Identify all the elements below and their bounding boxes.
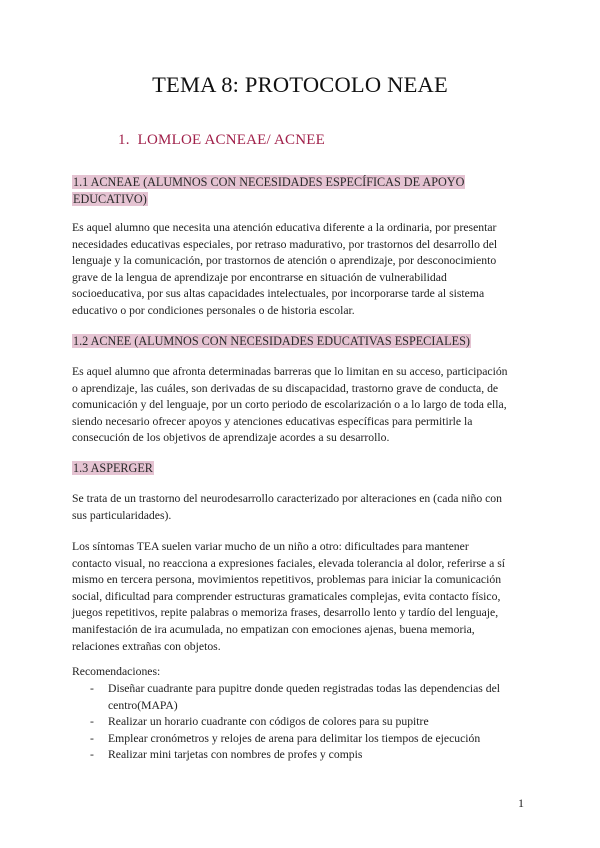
list-item: [90, 747, 530, 764]
paragraph-line: educativo o por condiciones personales o de historia escolar.: [72, 303, 355, 317]
paragraph-line: juegos repetitivos, repite palabras o memoriza frases, desarrollo lento y tardío del lenguaje,: [72, 606, 499, 620]
subheading-acneae-line1: 1.1 ACNEAE (ALUMNOS CON NECESIDADES ESPECÍFICAS DE APOYO: [73, 175, 465, 189]
paragraph-line: mismo en tercera persona, movimientos repetitivos, problemas para iniciar la comunicación: [72, 573, 502, 587]
list-bullet: -: [90, 748, 94, 762]
subheading-acneae-line2: EDUCATIVO): [73, 191, 147, 206]
subheading-acnee-text: 1.2 ACNEE (ALUMNOS CON NECESIDADES EDUCATIVAS ESPECIALES): [73, 334, 470, 348]
paragraph-line: relaciones extrañas con objetos.: [72, 639, 221, 653]
list-item: [90, 681, 530, 714]
list-bullet: -: [90, 715, 94, 729]
paragraph-line: consecución de los objetivos de aprendizaje acordes a su desarrollo.: [72, 431, 390, 445]
section-heading-lomloe: [118, 132, 325, 149]
paragraph-line: o aprendizaje, las cuáles, son derivadas de su discapacidad, trastorno grave de conducta, de: [72, 381, 499, 395]
paragraph-line: contacto visual, no reacciona a expresiones faciales, elevada tolerancia al dolor, referirse a sí: [72, 556, 506, 570]
recommendations-list: [90, 681, 530, 764]
paragraph-acneae: [72, 220, 532, 320]
list-item: [90, 731, 530, 748]
paragraph-acnee: [72, 364, 532, 447]
page-number: 1: [518, 796, 524, 810]
paragraph-line: Los síntomas TEA suelen variar mucho de un niño a otro: dificultades para mantener: [72, 540, 469, 553]
paragraph-line: necesidades educativas especiales, por retraso madurativo, por trastornos del desarrollo del: [72, 237, 498, 251]
paragraph-line: manifestación de ira acumulada, no empatizan con emociones ajenas, buena memoria,: [72, 622, 475, 636]
list-item-text: Realizar mini tarjetas con nombres de profes y compis: [108, 748, 363, 762]
paragraph-line: grave de la lengua de aprendizaje por encontrarse en situación de vulnerabilidad: [72, 270, 447, 284]
paragraph-line: siendo necesario ofrecer apoyos y atenciones educativas específicas para permitirle la: [72, 414, 473, 428]
paragraph-asperger-intro: [72, 491, 532, 524]
list-item-text: Emplear cronómetros y relojes de arena para delimitar los tiempos de ejecución: [108, 731, 481, 745]
paragraph-line: Es aquel alumno que afronta determinadas barreras que lo limitan en su acceso, participación: [72, 365, 508, 378]
paragraph-line: lenguaje y la comunicación, por trastornos de atención o aprendizaje, por desconocimiento: [72, 254, 497, 268]
subheading-asperger-text: 1.3 ASPERGER: [73, 461, 153, 475]
list-item-text: Realizar un horario cuadrante con códigos de colores para su pupitre: [108, 715, 429, 729]
list-item-text: Diseñar cuadrante para pupitre donde queden registradas todas las dependencias del: [108, 682, 501, 695]
paragraph-line: comunicación y del lenguaje, por un corto periodo de escolarización o a lo largo de toda ella,: [72, 398, 507, 412]
paragraph-line: sus particularidades).: [72, 508, 172, 522]
list-item-text-cont: centro(MAPA): [108, 698, 178, 712]
paragraph-asperger-symptoms: [72, 539, 532, 655]
subheading-acnee: [72, 333, 471, 350]
document-title: TEMA 8: PROTOCOLO NEAE: [152, 72, 448, 97]
paragraph-line: socioeducativa, por sus altas capacidades intelectuales, por incorporarse tarde al sistema: [72, 287, 485, 301]
subheading-asperger: [72, 460, 154, 477]
paragraph-line: Es aquel alumno que necesita una atención educativa diferente a la ordinaria, por presentar: [72, 221, 497, 234]
section-number: 1.: [118, 132, 130, 148]
list-bullet: -: [90, 731, 94, 745]
paragraph-line: social, dificultad para comprender estructuras gramaticales complejas, evita contacto físico,: [72, 589, 501, 603]
list-item: [90, 714, 530, 731]
subheading-acneae: [72, 174, 465, 207]
section-label: LOMLOE ACNEAE/ ACNEE: [137, 132, 325, 148]
paragraph-line: Se trata de un trastorno del neurodesarrollo caracterizado por alteraciones en (cada niño con: [72, 492, 502, 505]
recommendations-label-text: Recomendaciones:: [72, 665, 161, 678]
list-bullet: -: [90, 682, 94, 695]
recommendations-label: [72, 664, 532, 681]
